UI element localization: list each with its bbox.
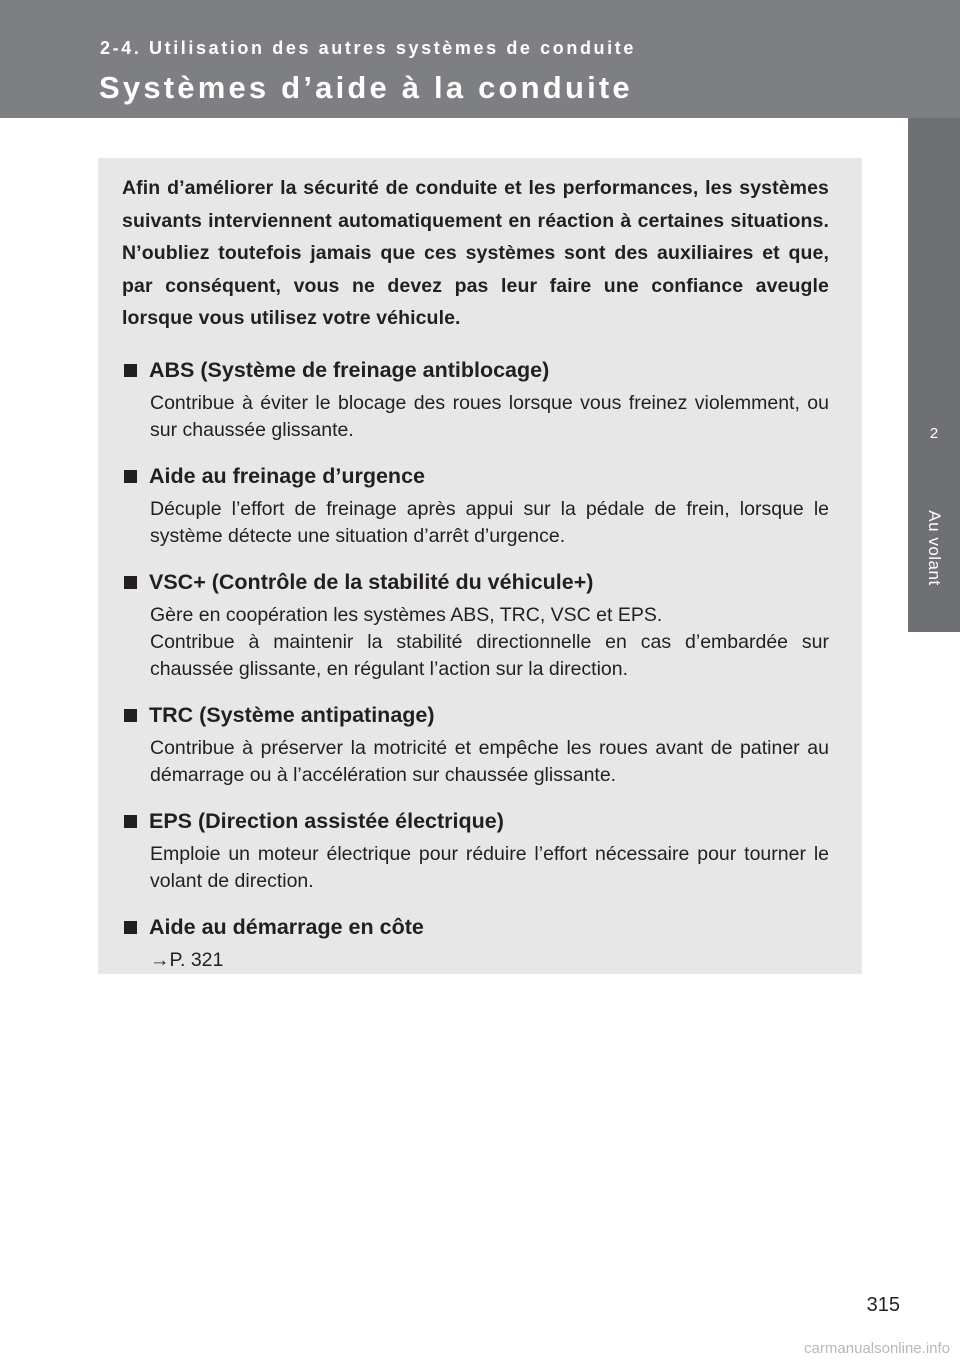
item-text: Contribue à maintenir la stabilité directionnelle en cas d’embardée sur chaussée glissante, en régulant l’action sur la direction. — [150, 630, 829, 680]
square-bullet-icon — [124, 709, 137, 722]
square-bullet-icon — [124, 364, 137, 377]
item-title-text: TRC (Système antipatinage) — [149, 702, 435, 727]
item-body — [150, 947, 829, 974]
chapter-number: 2 — [929, 425, 939, 442]
list-item — [122, 355, 829, 444]
item-body — [150, 735, 829, 789]
item-body — [150, 496, 829, 550]
item-text: Emploie un moteur électrique pour réduire l’effort nécessaire pour tourner le volant de direction. — [150, 842, 829, 892]
page-title: Systèmes d’aide à la conduite — [99, 70, 633, 105]
square-bullet-icon — [124, 815, 137, 828]
watermark: carmanualsonline.info — [804, 1340, 950, 1357]
item-text: Décuple l’effort de freinage après appui sur la pédale de frein, lorsque le système détecte une situation d’arrêt d’urgence. — [150, 497, 829, 547]
list-item — [122, 806, 829, 895]
item-body — [150, 602, 829, 683]
page-number: 315 — [866, 1294, 900, 1316]
header-bar — [0, 0, 960, 118]
section-label: 2-4. Utilisation des autres systèmes de conduite — [100, 38, 636, 58]
item-title — [122, 912, 829, 942]
item-text: Contribue à préserver la motricité et empêche les roues avant de patiner au démarrage ou à l’accélération sur chaussée glissante. — [150, 736, 829, 786]
item-title-text: Aide au freinage d’urgence — [149, 463, 425, 488]
square-bullet-icon — [124, 576, 137, 589]
intro-paragraph: Afin d’améliorer la sécurité de conduite et les performances, les systèmes suivants interviennent automatiquement en réaction à certaines situations. N’oubliez toutefois jamais que ces systèmes sont des auxiliaires et que, par conséquent, vous ne devez pas leur faire une confiance aveugle lorsque vous utilisez votre véhicule. — [122, 177, 829, 329]
item-title — [122, 355, 829, 385]
chapter-label: Au volant — [925, 510, 944, 586]
item-title — [122, 700, 829, 730]
page-reference-link[interactable]: →P. 321 — [150, 948, 224, 971]
list-item — [122, 461, 829, 550]
list-item — [122, 567, 829, 683]
item-title-text: VSC+ (Contrôle de la stabilité du véhicule+) — [149, 569, 594, 594]
info-box — [98, 158, 862, 974]
item-text: Contribue à éviter le blocage des roues lorsque vous freinez violemment, ou sur chaussée glissante. — [150, 391, 829, 441]
item-title-text: Aide au démarrage en côte — [149, 914, 424, 939]
item-text: Gère en coopération les systèmes ABS, TRC, VSC et EPS. — [150, 603, 663, 626]
list-item — [122, 912, 829, 974]
item-body — [150, 841, 829, 895]
item-body — [150, 390, 829, 444]
item-title-text: EPS (Direction assistée électrique) — [149, 808, 504, 833]
list-item — [122, 700, 829, 789]
item-title — [122, 806, 829, 836]
item-title-text: ABS (Système de freinage antiblocage) — [149, 357, 550, 382]
square-bullet-icon — [124, 470, 137, 483]
item-title — [122, 567, 829, 597]
item-title — [122, 461, 829, 491]
square-bullet-icon — [124, 921, 137, 934]
